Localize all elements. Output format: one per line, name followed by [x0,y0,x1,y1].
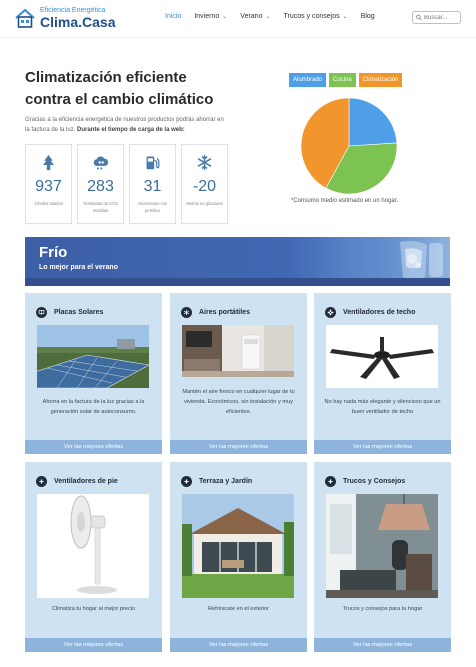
page-title [25,67,265,111]
living-room-image [326,494,438,598]
nav-item-inicio[interactable] [165,13,181,20]
ceiling-fan-image [326,325,438,388]
nav-item-blog[interactable] [361,13,375,20]
product-card-aires-portatiles[interactable] [170,293,307,454]
nav-label: Verano [240,13,263,20]
stat-value: -20 [192,178,217,195]
see-offers-button[interactable]: Ver las mejores ofertas [314,440,451,454]
house-icon [14,8,36,28]
card-description: Climatiza tu hogar al mejor precio [51,606,136,612]
stat-label: Metros en glaciares [186,201,223,206]
title-line: contra el cambio climático [25,91,214,108]
see-offers-button[interactable]: Ver las mejores ofertas [170,638,307,652]
card-description: No hay nada más elegante y silencioso que un buen ventilador de techo [324,399,441,415]
site-header [0,0,476,38]
legend-item-cocina[interactable]: Cocina [329,73,356,87]
nav-item-invierno[interactable] [194,13,227,20]
chevron-down-icon: ⌄ [222,14,228,20]
cloud-icon [92,154,109,171]
search-input[interactable] [424,15,460,21]
see-offers-button[interactable]: Ver las mejores ofertas [170,440,307,454]
consumption-pie-chart [299,96,399,196]
nav-label: Invierno [194,13,220,20]
see-offers-button[interactable]: Ver las mejores ofertas [314,638,451,652]
card-title: Terraza y Jardín [199,478,253,485]
stat-card [77,144,124,224]
banner-subtitle: Lo mejor para el verano [39,264,118,271]
standing-fan-image [37,494,149,598]
plus-icon [325,476,336,487]
stat-label: Ascensores con petróleo [137,201,168,213]
nav-label: Blog [360,13,375,20]
pie-slice-alumbrado [349,98,397,146]
card-description: Trucos y consejos para tu hogar [342,606,423,612]
product-card-ventiladores-pie[interactable] [25,462,162,652]
stat-value: 283 [87,178,114,195]
legend-item-climatizacion[interactable]: Climatización [359,73,403,87]
portable-ac-image [182,325,294,377]
title-line: Climatización eficiente [25,69,187,86]
see-offers-button[interactable]: Ver las mejores ofertas [25,638,162,652]
tree-icon [40,154,57,171]
intro-sentence: Gracias a la eficiencia energética de nuestros productos podrás ahorrar en la factura de la luz. [25,117,224,133]
terrace-garden-image [182,494,294,598]
chart-legend [289,73,405,87]
snowflake-icon [196,154,213,171]
stat-label: Árboles talados [34,201,63,206]
banner-title: Frío [39,244,68,261]
fuel-pump-icon [144,154,161,171]
card-description: Ahorra en la factura de la luz gracias a la generación solar de autoconsumo. [42,399,145,415]
plus-icon [36,476,47,487]
legend-item-alumbrado[interactable]: Alumbrado [289,73,326,87]
card-title: Trucos y Consejos [343,478,406,485]
logo-title: Clima.Casa [40,14,116,30]
snowflake-icon [181,307,192,318]
stat-card [181,144,228,224]
nav-label: Trucos y consejos [283,13,340,20]
fan-icon [325,307,336,318]
chart-footnote: *Consumo medio estimado en un hogar. [291,198,399,204]
solar-panel-icon [36,307,47,318]
card-title: Aires portátiles [199,309,250,316]
chevron-down-icon: ⌄ [265,14,271,20]
solar-panels-image [37,325,149,388]
product-card-ventiladores-techo[interactable] [314,293,451,454]
stat-value: 31 [143,178,162,195]
stat-card [129,144,176,224]
main-nav [165,13,388,20]
card-description: Refréscate en el exterior [208,606,269,612]
card-description: Mantén el aire fresco en cualquier lugar de tu vivienda. Económicos, sin instalación y muy eficientes. [182,389,295,415]
product-card-terraza-jardin[interactable] [170,462,307,652]
stats-row [25,144,233,224]
banner-strip [25,278,450,286]
site-logo[interactable] [14,7,115,29]
stat-label: Toneladas de CO2 emitidas [83,201,118,213]
nav-item-verano[interactable] [240,13,270,20]
plus-icon [181,476,192,487]
intro-bold: Durante el tiempo de carga de la web: [77,126,185,133]
stat-card [25,144,72,224]
nav-label: Inicio [165,13,182,20]
see-offers-button[interactable]: Ver las mejores ofertas [25,440,162,454]
search-icon [416,14,422,21]
intro-text [25,116,230,135]
product-card-trucos-consejos[interactable] [314,462,451,652]
card-title: Placas Solares [54,309,104,316]
chevron-down-icon: ⌄ [342,14,348,20]
card-title: Ventiladores de pie [54,478,118,485]
nav-item-trucos[interactable] [284,13,348,20]
card-title: Ventiladores de techo [343,309,416,316]
product-card-placas-solares[interactable] [25,293,162,454]
search-box[interactable] [412,11,461,24]
stat-value: 937 [35,178,62,195]
section-banner [25,237,450,286]
logo-subtitle: Eficiencia Energética [40,7,106,14]
